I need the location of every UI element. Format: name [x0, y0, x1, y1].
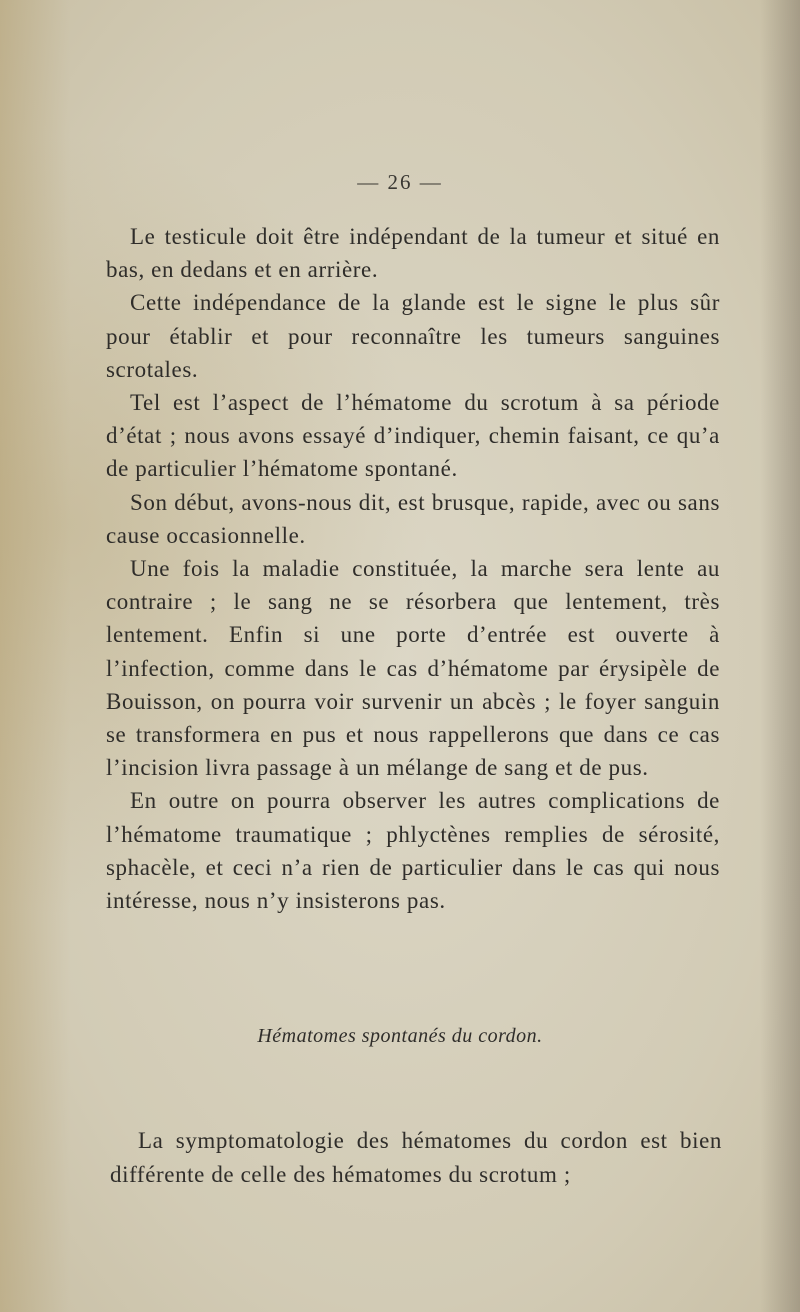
paragraph: Cette indépendance de la glande est le signe le plus sûr pour établir et pour reconnaître les tumeurs sanguines scrotales. [106, 290, 720, 382]
body-text [106, 220, 720, 917]
section-heading: Hématomes spontanés du cordon. [257, 1025, 543, 1047]
section-body-text [110, 1124, 722, 1192]
paragraph: Une fois la maladie constituée, la marche sera lente au contraire ; le sang ne se résorbera que lentement, très lentement. Enfin si une porte d’entrée est ouverte à l’infection, comme dans le cas d’hématome par érysipèle de Bouisson, on pourra voir survenir un abcès ; le foyer sanguin se transformera en pus et nous rappellerons que dans ce cas l’incision livra passage à un mélange de sang et de pus. [106, 556, 720, 781]
paragraph: La symptomatologie des hématomes du cordon est bien différente de celle des hématomes du scrotum ; [110, 1128, 722, 1187]
paragraph: Son début, avons-nous dit, est brusque, rapide, avec ou sans cause occasionnelle. [106, 489, 720, 548]
paragraph: Tel est l’aspect de l’hématome du scrotum à sa période d’état ; nous avons essayé d’indiquer, chemin faisant, ce qu’a de particulier l’hématome spontané. [106, 390, 720, 482]
page-number: — 26 — [357, 170, 443, 194]
paragraph: En outre on pourra observer les autres complications de l’hématome traumatique ; phlyctènes remplies de sérosité, sphacèle, et ceci n’a rien de particulier dans le cas qui nous intéresse, nous n’y insisterons pas. [106, 788, 720, 914]
paragraph: Le testicule doit être indépendant de la tumeur et situé en bas, en dedans et en arrière. [106, 224, 720, 283]
